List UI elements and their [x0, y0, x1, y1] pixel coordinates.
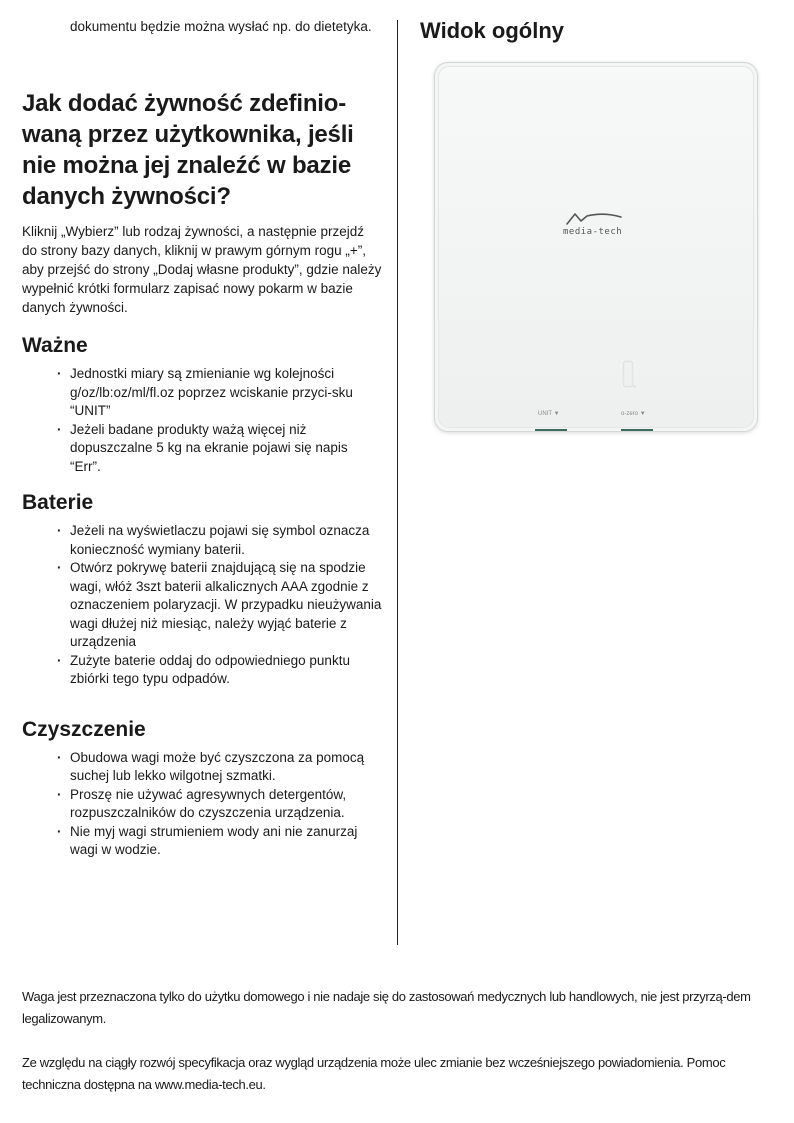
- batteries-heading: Baterie: [22, 491, 94, 514]
- intro-text: dokumentu będzie można wysłać np. do dietetyka.: [70, 19, 372, 34]
- list-item: · Zużyte baterie oddaj do odpowiedniego punktu zbiórki tego typu odpadów.: [60, 652, 382, 689]
- display-dot: [633, 385, 636, 388]
- list-item: · Obudowa wagi może być czyszczona za pomocą suchej lub lekko wilgotnej szmatki.: [60, 749, 382, 786]
- important-heading: Ważne: [22, 334, 88, 357]
- scale-glass-surface: [438, 66, 754, 428]
- triangle-down-icon: ▼: [639, 411, 646, 417]
- triangle-down-icon: ▼: [553, 411, 560, 417]
- important-list: [22, 365, 382, 476]
- left-column: [22, 18, 382, 860]
- list-item: · Jednostki miary są zmienianie wg kolejności g/oz/lb:oz/ml/fl.oz poprzez wciskanie przyci-sku “UNIT”: [60, 365, 382, 421]
- logo-text: media-tech: [563, 227, 623, 237]
- list-item: · Otwórz pokrywę baterii znajdującą się na spodzie wagi, włóż 3szt baterii alkalicznych AAA zgodnie z oznaczeniem polaryzacji. W przypadku nieużywania wagi dłużej niż miesiąc, należy wyjąć baterie z urządzenia: [60, 559, 382, 652]
- zero-button[interactable]: [621, 411, 646, 417]
- list-item: · Proszę nie używać agresywnych detergentów, rozpuszczalników do czyszczenia urządzenia.: [60, 786, 382, 823]
- kitchen-scale-illustration: [434, 62, 758, 432]
- unit-button[interactable]: [538, 411, 560, 417]
- batteries-list: [22, 522, 382, 689]
- cleaning-list: [22, 749, 382, 860]
- list-item: · Jeżeli na wyświetlaczu pojawi się symbol oznacza konieczność wymiany baterii.: [60, 522, 382, 559]
- unit-button-indicator: [535, 429, 567, 431]
- footer-notice: Ze względu na ciągły rozwój specyfikacja oraz wygląd urządzenia może ulec zmianie bez wcześniejszego powiadomienia. Pomoc techniczna dostępna na www.media-tech.eu.: [22, 1055, 726, 1092]
- column-divider: [397, 20, 398, 945]
- cleaning-heading: Czyszczenie: [22, 717, 146, 741]
- logo-swoosh-icon: [563, 208, 633, 228]
- overview-title: Widok ogólny: [420, 18, 565, 43]
- list-item: · Jeżeli badane produkty ważą więcej niż dopuszczalne 5 kg na ekranie pojawi się napis “Err”.: [60, 421, 382, 477]
- custom-food-paragraph: Kliknij „Wybierz” lub rodzaj żywności, a następnie przejdź do strony bazy danych, kliknij w prawym górnym rogu „+”, aby przejść do strony „Dodaj własne produkty”, gdzie należy wypełnić krótki formularz zapisać nowy pokarm w bazie danych żywności.: [22, 224, 382, 315]
- zero-button-label: o-zero: [621, 411, 639, 417]
- footer-disclaimer: Waga jest przeznaczona tylko do użytku domowego i nie nadaje się do zastosowań medycznych lub handlowych, nie jest przyrzą-dem legalizowanym.: [22, 989, 751, 1026]
- zero-button-indicator: [621, 429, 653, 431]
- custom-food-heading: Jak dodać żywność zdefinio-waną przez użytkownika, jeśli nie można jej znaleźć w bazie danych żywności?: [22, 90, 354, 210]
- unit-button-label: UNIT: [538, 411, 552, 417]
- media-tech-logo: [563, 208, 633, 237]
- list-item: · Nie myj wagi strumieniem wody ani nie zanurzaj wagi w wodzie.: [60, 823, 382, 860]
